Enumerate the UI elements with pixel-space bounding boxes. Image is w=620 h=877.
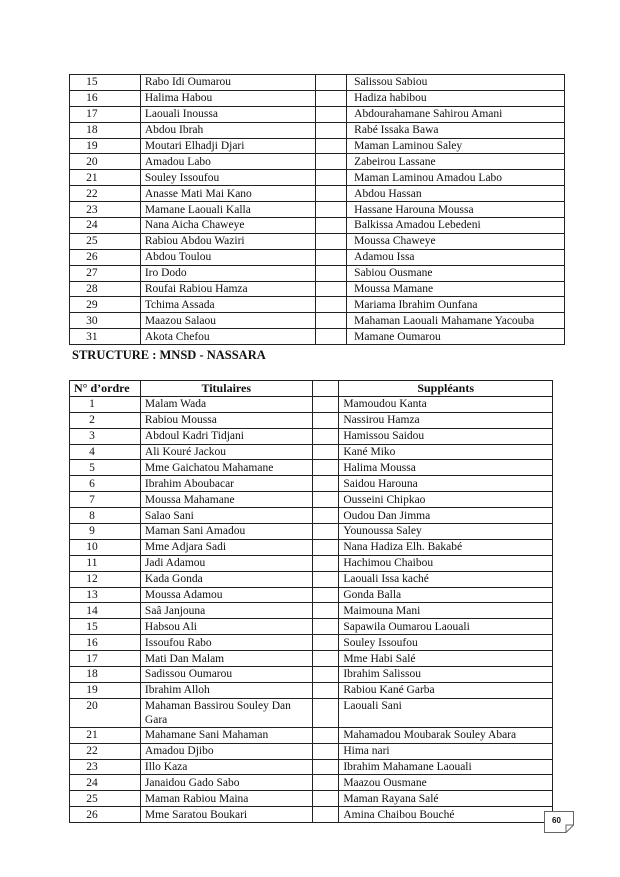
suppleant-name: Nana Hadiza Elh. Bakabé: [339, 539, 553, 555]
members-table-continued: [69, 74, 565, 345]
suppleant-name: Souley Issoufou: [339, 635, 553, 651]
suppleant-name: Adamou Issa: [347, 249, 565, 265]
suppleant-name: Rabiou Kané Garba: [339, 682, 553, 698]
header-empty: [312, 381, 339, 397]
table-row: [70, 265, 565, 281]
table-body: [70, 75, 565, 345]
row-number: 18: [70, 122, 141, 138]
empty-cell: [316, 75, 347, 91]
suppleant-name: Hachimou Chaibou: [339, 555, 553, 571]
table-row: [70, 727, 553, 743]
suppleant-name: Maazou Ousmane: [339, 775, 553, 791]
empty-cell: [316, 138, 347, 154]
row-number: 9: [70, 524, 141, 540]
suppleant-name: Younoussa Saley: [339, 524, 553, 540]
suppleant-name: Maimouna Mani: [339, 603, 553, 619]
suppleant-name: Maman Laminou Amadou Labo: [347, 170, 565, 186]
titulaire-name: Mme Gaichatou Mahamane: [140, 460, 312, 476]
table-row: [70, 202, 565, 218]
row-number: 25: [70, 791, 141, 807]
empty-cell: [316, 233, 347, 249]
empty-cell: [312, 759, 339, 775]
titulaire-name: Maman Sani Amadou: [140, 524, 312, 540]
empty-cell: [312, 460, 339, 476]
titulaire-name: Maazou Salaou: [140, 313, 316, 329]
table-row: [70, 603, 553, 619]
empty-cell: [312, 727, 339, 743]
row-number: 26: [70, 249, 141, 265]
titulaire-name: Ali Kouré Jackou: [140, 444, 312, 460]
row-number: 24: [70, 775, 141, 791]
table-row: [70, 186, 565, 202]
table-row: [70, 138, 565, 154]
table-row: [70, 396, 553, 412]
row-number: 21: [70, 727, 141, 743]
table-row: [70, 122, 565, 138]
row-number: 27: [70, 265, 141, 281]
table-row: [70, 492, 553, 508]
row-number: 25: [70, 233, 141, 249]
titulaire-name: Amadou Djibo: [140, 743, 312, 759]
empty-cell: [316, 106, 347, 122]
titulaire-name: Maman Rabiou Maina: [140, 791, 312, 807]
suppleant-name: Oudou Dan Jimma: [339, 508, 553, 524]
table-row: [70, 555, 553, 571]
empty-cell: [316, 154, 347, 170]
empty-cell: [316, 122, 347, 138]
row-number: 13: [70, 587, 141, 603]
empty-cell: [312, 412, 339, 428]
table-row: [70, 329, 565, 345]
titulaire-name: Abdou Ibrah: [140, 122, 316, 138]
table-row: [70, 743, 553, 759]
titulaire-name: Illo Kaza: [140, 759, 312, 775]
titulaire-name: Abdoul Kadri Tidjani: [140, 428, 312, 444]
row-number: 20: [70, 698, 141, 727]
suppleant-name: Amina Chaibou Bouché: [339, 807, 553, 823]
empty-cell: [312, 396, 339, 412]
row-number: 12: [70, 571, 141, 587]
titulaire-name: Mahaman Bassirou Souley Dan Gara: [140, 698, 312, 727]
empty-cell: [312, 492, 339, 508]
row-number: 17: [70, 651, 141, 667]
empty-cell: [312, 682, 339, 698]
suppleant-name: Mme Habi Salé: [339, 651, 553, 667]
suppleant-name: Mahamadou Moubarak Souley Abara: [339, 727, 553, 743]
empty-cell: [312, 603, 339, 619]
suppleant-name: Hima nari: [339, 743, 553, 759]
row-number: 11: [70, 555, 141, 571]
table-row: [70, 791, 553, 807]
section-title: STRUCTURE : MNSD - NASSARA: [72, 348, 266, 362]
suppleant-name: Kané Miko: [339, 444, 553, 460]
empty-cell: [316, 329, 347, 345]
row-number: 7: [70, 492, 141, 508]
row-number: 17: [70, 106, 141, 122]
row-number: 31: [70, 329, 141, 345]
table-row: [70, 571, 553, 587]
titulaire-name: Nana Aicha Chaweye: [140, 218, 316, 234]
empty-cell: [316, 313, 347, 329]
titulaire-name: Ibrahim Aboubacar: [140, 476, 312, 492]
titulaire-name: Souley Issoufou: [140, 170, 316, 186]
row-number: 26: [70, 807, 141, 823]
suppleant-name: Nassirou Hamza: [339, 412, 553, 428]
row-number: 22: [70, 743, 141, 759]
empty-cell: [312, 807, 339, 823]
row-number: 19: [70, 138, 141, 154]
suppleant-name: Mamoudou Kanta: [339, 396, 553, 412]
titulaire-name: Ibrahim Alloh: [140, 682, 312, 698]
empty-cell: [316, 90, 347, 106]
empty-cell: [316, 281, 347, 297]
titulaire-name: Rabiou Abdou Waziri: [140, 233, 316, 249]
table-body: [70, 396, 553, 822]
suppleant-name: Hamissou Saidou: [339, 428, 553, 444]
suppleant-name: Zabeirou Lassane: [347, 154, 565, 170]
titulaire-name: Mamane Laouali Kalla: [140, 202, 316, 218]
empty-cell: [312, 539, 339, 555]
empty-cell: [316, 202, 347, 218]
table-row: [70, 233, 565, 249]
empty-cell: [316, 265, 347, 281]
empty-cell: [312, 444, 339, 460]
empty-cell: [312, 571, 339, 587]
suppleant-name: Mahaman Laouali Mahamane Yacouba: [347, 313, 565, 329]
mnsd-nassara-table: [69, 380, 553, 823]
empty-cell: [312, 476, 339, 492]
table-row: [70, 587, 553, 603]
suppleant-name: Saidou Harouna: [339, 476, 553, 492]
row-number: 6: [70, 476, 141, 492]
table-row: [70, 539, 553, 555]
header-ordre: N° d’ordre: [70, 381, 141, 397]
row-number: 1: [70, 396, 141, 412]
titulaire-name: Rabiou Moussa: [140, 412, 312, 428]
table-row: [70, 218, 565, 234]
table-row: [70, 759, 553, 775]
titulaire-name: Amadou Labo: [140, 154, 316, 170]
empty-cell: [316, 170, 347, 186]
suppleant-name: Maman Rayana Salé: [339, 791, 553, 807]
suppleant-name: Maman Laminou Saley: [347, 138, 565, 154]
table-row: [70, 619, 553, 635]
empty-cell: [312, 651, 339, 667]
titulaire-name: Moussa Mahamane: [140, 492, 312, 508]
titulaire-name: Moussa Adamou: [140, 587, 312, 603]
empty-cell: [312, 619, 339, 635]
titulaire-name: Laouali Inoussa: [140, 106, 316, 122]
empty-cell: [316, 218, 347, 234]
suppleant-name: Abdou Hassan: [347, 186, 565, 202]
titulaire-name: Saâ Janjouna: [140, 603, 312, 619]
row-number: 29: [70, 297, 141, 313]
suppleant-name: Moussa Chaweye: [347, 233, 565, 249]
row-number: 5: [70, 460, 141, 476]
suppleant-name: Mariama Ibrahim Ounfana: [347, 297, 565, 313]
table-row: [70, 281, 565, 297]
titulaire-name: Mme Saratou Boukari: [140, 807, 312, 823]
empty-cell: [312, 508, 339, 524]
empty-cell: [316, 249, 347, 265]
empty-cell: [312, 791, 339, 807]
table-row: [70, 476, 553, 492]
suppleant-name: Balkissa Amadou Lebedeni: [347, 218, 565, 234]
titulaire-name: Iro Dodo: [140, 265, 316, 281]
row-number: 21: [70, 170, 141, 186]
row-number: 19: [70, 682, 141, 698]
row-number: 23: [70, 202, 141, 218]
header-titulaires: Titulaires: [140, 381, 312, 397]
titulaire-name: Habsou Ali: [140, 619, 312, 635]
table-row: [70, 682, 553, 698]
titulaire-name: Sadissou Oumarou: [140, 667, 312, 683]
table-row: [70, 460, 553, 476]
titulaire-name: Moutari Elhadji Djari: [140, 138, 316, 154]
empty-cell: [312, 743, 339, 759]
suppleant-name: Sabiou Ousmane: [347, 265, 565, 281]
row-number: 30: [70, 313, 141, 329]
table-row: [70, 698, 553, 727]
titulaire-name: Salao Sani: [140, 508, 312, 524]
suppleant-name: Ousseini Chipkao: [339, 492, 553, 508]
suppleant-name: Moussa Mamane: [347, 281, 565, 297]
row-number: 24: [70, 218, 141, 234]
titulaire-name: Tchima Assada: [140, 297, 316, 313]
titulaire-name: Abdou Toulou: [140, 249, 316, 265]
row-number: 15: [70, 75, 141, 91]
suppleant-name: Laouali Sani: [339, 698, 553, 727]
row-number: 23: [70, 759, 141, 775]
empty-cell: [312, 524, 339, 540]
suppleant-name: Abdourahamane Sahirou Amani: [347, 106, 565, 122]
suppleant-name: Ibrahim Mahamane Laouali: [339, 759, 553, 775]
empty-cell: [312, 667, 339, 683]
table-row: [70, 444, 553, 460]
suppleant-name: Mamane Oumarou: [347, 329, 565, 345]
empty-cell: [316, 297, 347, 313]
table-row: [70, 154, 565, 170]
table-row: [70, 508, 553, 524]
titulaire-name: Halima Habou: [140, 90, 316, 106]
titulaire-name: Anasse Mati Mai Kano: [140, 186, 316, 202]
table-row: [70, 428, 553, 444]
suppleant-name: Halima Moussa: [339, 460, 553, 476]
suppleant-name: Hadiza habibou: [347, 90, 565, 106]
empty-cell: [312, 698, 339, 727]
titulaire-name: Mme Adjara Sadi: [140, 539, 312, 555]
titulaire-name: Kada Gonda: [140, 571, 312, 587]
suppleant-name: Rabé Issaka Bawa: [347, 122, 565, 138]
table-row: [70, 297, 565, 313]
empty-cell: [312, 775, 339, 791]
suppleant-name: Ibrahim Salissou: [339, 667, 553, 683]
suppleant-name: Salissou Sabiou: [347, 75, 565, 91]
titulaire-name: Jadi Adamou: [140, 555, 312, 571]
table-row: [70, 75, 565, 91]
row-number: 2: [70, 412, 141, 428]
row-number: 20: [70, 154, 141, 170]
empty-cell: [312, 555, 339, 571]
row-number: 16: [70, 635, 141, 651]
empty-cell: [312, 587, 339, 603]
table-row: [70, 651, 553, 667]
empty-cell: [316, 186, 347, 202]
row-number: 4: [70, 444, 141, 460]
suppleant-name: Laouali Issa kaché: [339, 571, 553, 587]
table-row: [70, 90, 565, 106]
table-row: [70, 775, 553, 791]
page-number: 60: [552, 816, 561, 825]
row-number: 16: [70, 90, 141, 106]
titulaire-name: Malam Wada: [140, 396, 312, 412]
row-number: 18: [70, 667, 141, 683]
table-row: [70, 667, 553, 683]
titulaire-name: Janaidou Gado Sabo: [140, 775, 312, 791]
table-row: [70, 635, 553, 651]
row-number: 3: [70, 428, 141, 444]
table-row: [70, 412, 553, 428]
titulaire-name: Issoufou Rabo: [140, 635, 312, 651]
table-row: [70, 170, 565, 186]
row-number: 22: [70, 186, 141, 202]
empty-cell: [312, 635, 339, 651]
row-number: 10: [70, 539, 141, 555]
row-number: 28: [70, 281, 141, 297]
page-number-badge: [544, 811, 574, 833]
titulaire-name: Roufai Rabiou Hamza: [140, 281, 316, 297]
titulaire-name: Mahamane Sani Mahaman: [140, 727, 312, 743]
table-row: [70, 249, 565, 265]
table-row: [70, 313, 565, 329]
table-row: [70, 807, 553, 823]
suppleant-name: Gonda Balla: [339, 587, 553, 603]
titulaire-name: Rabo Idi Oumarou: [140, 75, 316, 91]
header-suppleants: Suppléants: [339, 381, 553, 397]
table-row: [70, 106, 565, 122]
table-header-row: [70, 381, 553, 397]
row-number: 14: [70, 603, 141, 619]
suppleant-name: Sapawila Oumarou Laouali: [339, 619, 553, 635]
row-number: 8: [70, 508, 141, 524]
titulaire-name: Mati Dan Malam: [140, 651, 312, 667]
titulaire-name: Akota Chefou: [140, 329, 316, 345]
row-number: 15: [70, 619, 141, 635]
empty-cell: [312, 428, 339, 444]
suppleant-name: Hassane Harouna Moussa: [347, 202, 565, 218]
table-row: [70, 524, 553, 540]
